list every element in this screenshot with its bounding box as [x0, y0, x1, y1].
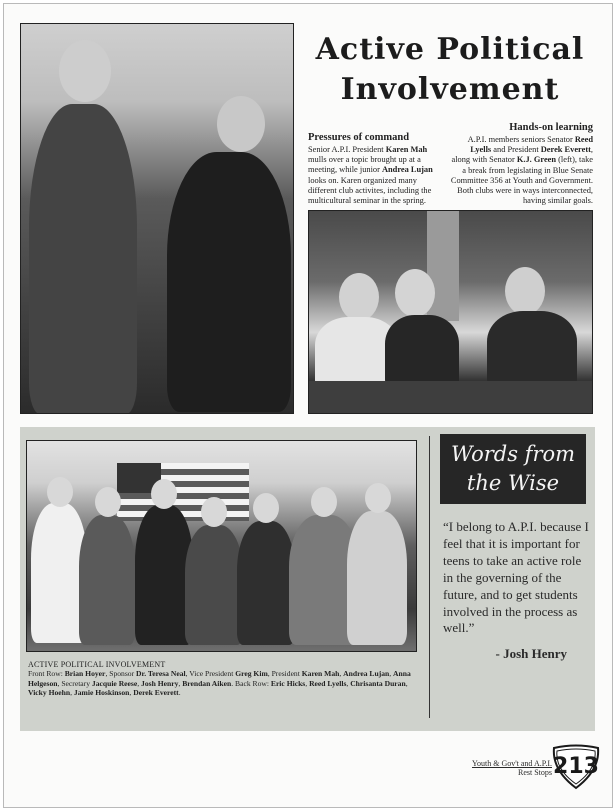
group-caption-title: ACTIVE POLITICAL INVOLVEMENT	[28, 660, 166, 669]
words-from-the-wise-banner	[440, 434, 586, 504]
group-photo-caption	[28, 660, 420, 697]
page-title-line2: Involvement	[340, 72, 560, 107]
page-title-line1: Active Political	[315, 32, 585, 67]
caption-text: ,	[339, 669, 344, 679]
photo-senate-committee	[308, 210, 593, 414]
member-name: Karen Mah	[301, 669, 340, 679]
caption-text: looks on. Karen organized many different club activites, including the multicultural seminar in the spring.	[308, 175, 432, 206]
member-name: Anna Helgeson	[28, 669, 411, 688]
caption-text: A.P.I. members seniors Senator	[467, 135, 575, 144]
footer-section-label	[440, 759, 552, 777]
caption-name: Karen Mah	[385, 145, 428, 154]
caption-text: ,	[305, 678, 310, 688]
member-name: Reed Lyells	[309, 678, 347, 688]
banner-line1: Words from	[450, 442, 576, 466]
caption-text: mulls over a topic brought up at a meeting, while junior	[308, 155, 421, 175]
caption-text: , President	[267, 669, 302, 679]
caption-heading: Hands-on learning	[509, 122, 593, 133]
member-name: Josh Henry	[141, 678, 179, 688]
member-name: Jacquie Reese	[91, 678, 138, 688]
caption-text: ,	[389, 669, 394, 679]
caption-text: Front Row:	[28, 669, 65, 679]
caption-text: ,	[178, 678, 183, 688]
member-name: Brian Hoyer	[64, 669, 106, 679]
caption-text: and President	[491, 145, 541, 155]
member-name: Eric Hicks	[270, 678, 306, 688]
caption-heading: Pressures of command	[308, 132, 410, 143]
photo-group-members	[26, 440, 417, 652]
member-name: Jamie Hoskinson	[73, 687, 130, 697]
caption-name: K.J. Green	[516, 155, 557, 165]
caption-hands-on-learning	[450, 122, 593, 206]
page-number: 213	[553, 754, 599, 779]
banner-line2: the Wise	[466, 471, 560, 495]
vertical-divider	[429, 436, 430, 718]
caption-text: ,	[70, 687, 74, 697]
caption-text: ,	[129, 687, 134, 697]
photo-debate-speakers	[20, 23, 294, 414]
member-name: Andrea Lujan	[343, 669, 390, 679]
caption-text: .	[178, 687, 181, 697]
caption-name: Derek Everett	[540, 145, 591, 155]
caption-text: ,	[405, 678, 408, 688]
member-name: Vicky Hoehn	[28, 687, 71, 697]
caption-text: , Secretary	[57, 678, 92, 688]
quote-text: “I belong to A.P.I. because I feel that it is important for teens to take an active role in the governing of the future, and to get students involved in the process as well.”	[443, 519, 589, 636]
member-name: Derek Everett	[133, 687, 179, 697]
member-name: Chrisanta Duran	[350, 678, 406, 688]
caption-text: (left), take a break from legislating in Blue Senate Committee 356 at Youth and Government. Both clubs were in ways interconnected, having similar goals.	[450, 155, 593, 206]
member-name: Greg Kim	[235, 669, 268, 679]
caption-text: , Sponsor	[105, 669, 137, 679]
caption-text: ,	[137, 678, 142, 688]
footer-line2: Rest Stops	[517, 768, 552, 777]
caption-name: Reed Lyells	[470, 135, 593, 155]
caption-text: , along with Senator	[451, 145, 593, 165]
caption-name: Andrea Lujan	[381, 165, 433, 175]
caption-text: ,	[346, 678, 351, 688]
member-name: Brendan Aiken	[182, 678, 232, 688]
caption-text: Senior A.P.I. President	[308, 145, 386, 154]
page-title	[300, 30, 600, 110]
caption-pressures-of-command	[308, 132, 446, 206]
caption-text: . Back Row:	[231, 678, 271, 688]
footer-line1: Youth & Gov't and A.P.I.	[472, 759, 552, 768]
caption-text: , Vice President	[185, 669, 236, 679]
member-name: Dr. Teresa Neal	[136, 669, 186, 679]
quote-author: - Josh Henry	[495, 646, 567, 661]
